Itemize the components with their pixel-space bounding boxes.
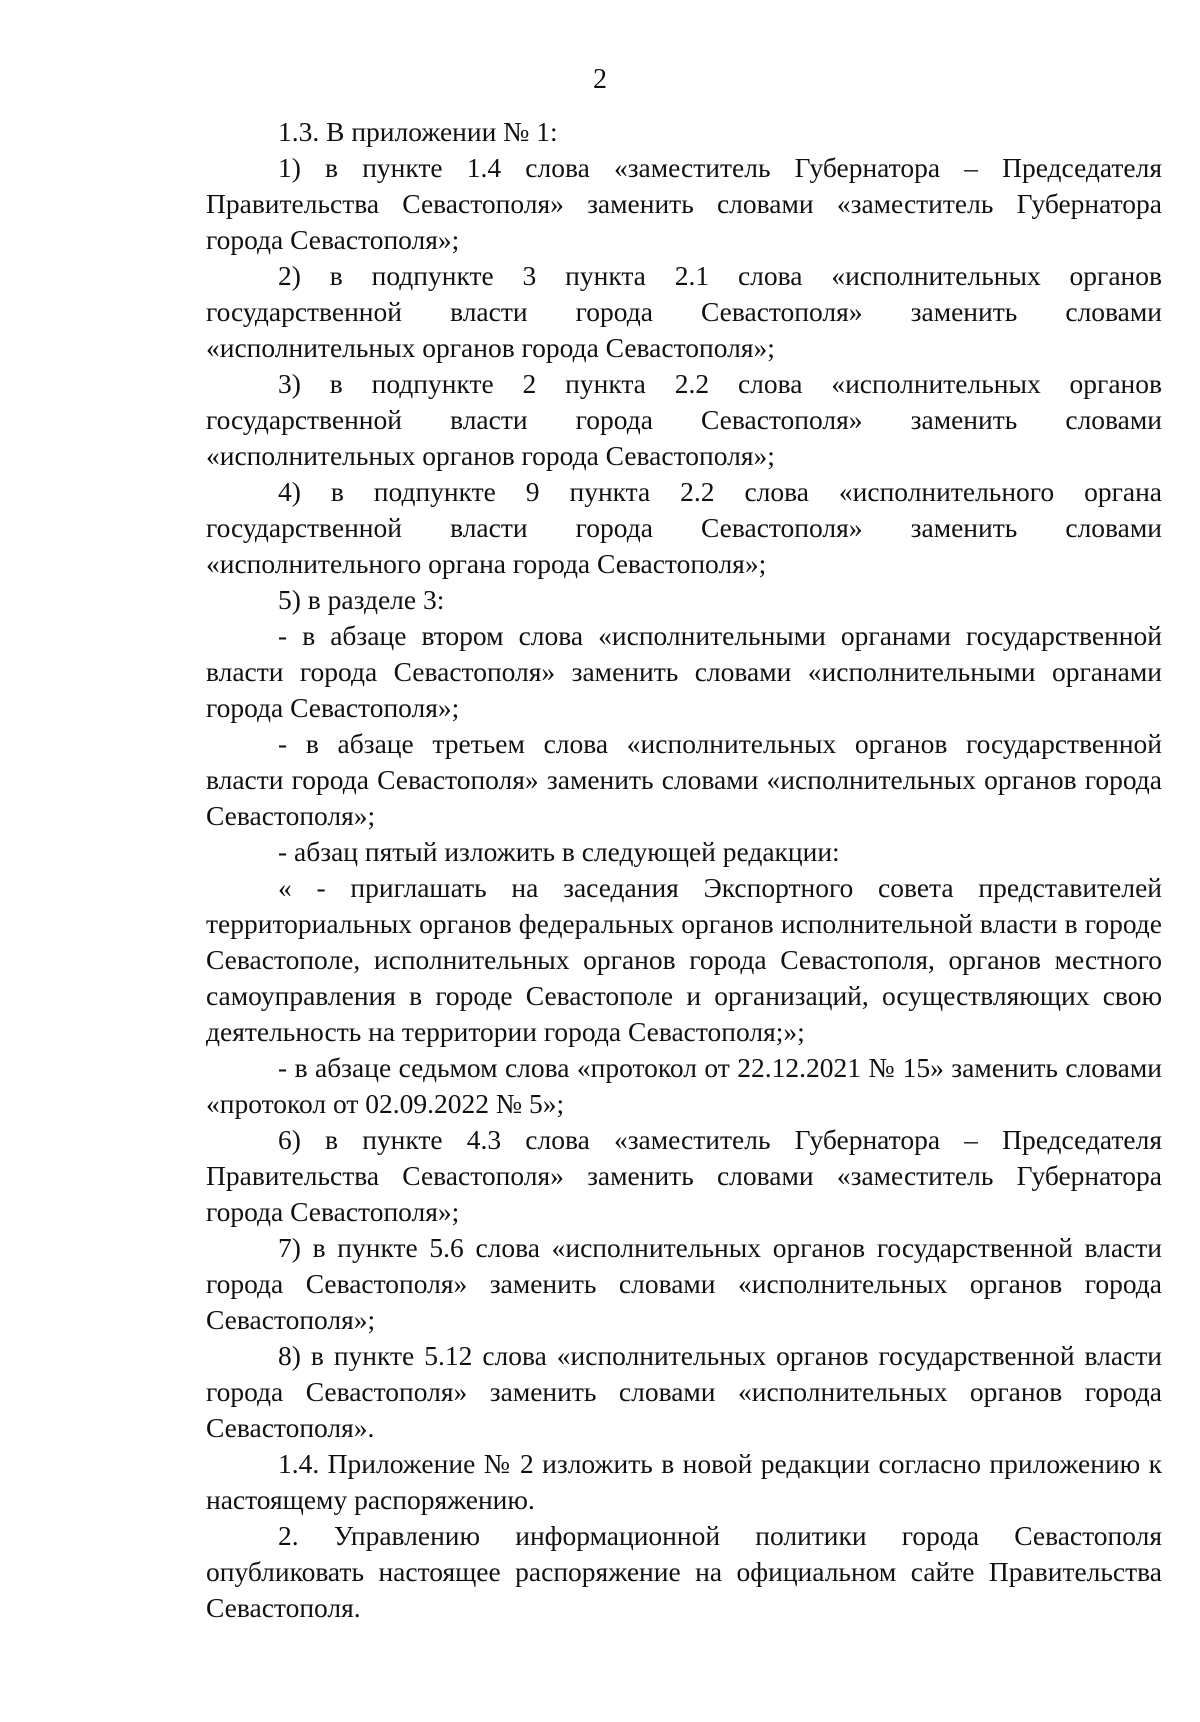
paragraph-item-2: 2) в подпункте 3 пункта 2.1 слова «исполнительных органов государственной власти города Севастополя» заменить словами «исполнительных органов города Севастополя»;: [206, 260, 1162, 363]
paragraph-1-3: 1.3. В приложении № 1:: [278, 116, 558, 147]
document-body: [206, 114, 1162, 1626]
paragraph-dash-third: - в абзаце третьем слова «исполнительных органов государственной власти города Севастополя» заменить словами «исполнительных органов города Севастополя»;: [206, 728, 1162, 831]
paragraph-item-4: 4) в подпункте 9 пункта 2.2 слова «исполнительного органа государственной власти города Севастополя» заменить словами «исполнительного органа города Севастополя»;: [206, 476, 1162, 579]
paragraph-dash-fifth: - абзац пятый изложить в следующей редакции:: [278, 836, 840, 867]
paragraph-quoted-invite: « - приглашать на заседания Экспортного совета представителей территориальных органов федеральных органов исполнительной власти в городе Севастополе, исполнительных органов города Севастополя, органов местного самоуправления в городе Севастополе и организаций, осуществляющих свою деятельность на территории города Севастополя;»;: [206, 872, 1162, 1047]
paragraph-item-8: 8) в пункте 5.12 слова «исполнительных органов государственной власти города Севастополя» заменить словами «исполнительных органов города Севастополя».: [206, 1340, 1162, 1443]
paragraph-item-3: 3) в подпункте 2 пункта 2.2 слова «исполнительных органов государственной власти города Севастополя» заменить словами «исполнительных органов города Севастополя»;: [206, 368, 1162, 471]
paragraph-1-4: 1.4. Приложение № 2 изложить в новой редакции согласно приложению к настоящему распоряжению.: [206, 1448, 1162, 1515]
paragraph-2: 2. Управлению информационной политики города Севастополя опубликовать настоящее распоряжение на официальном сайте Правительства Севастополя.: [206, 1520, 1162, 1623]
paragraph-item-5: 5) в разделе 3:: [278, 584, 445, 615]
paragraph-item-1: 1) в пункте 1.4 слова «заместитель Губернатора – Председателя Правительства Севастополя» заменить словами «заместитель Губернатора города Севастополя»;: [206, 152, 1162, 255]
paragraph-item-6: 6) в пункте 4.3 слова «заместитель Губернатора – Председателя Правительства Севастополя» заменить словами «заместитель Губернатора города Севастополя»;: [206, 1124, 1162, 1227]
paragraph-dash-seventh: - в абзаце седьмом слова «протокол от 22.12.2021 № 15» заменить словами «протокол от 02.09.2022 № 5»;: [206, 1052, 1162, 1119]
paragraph-item-7: 7) в пункте 5.6 слова «исполнительных органов государственной власти города Севастополя» заменить словами «исполнительных органов города Севастополя»;: [206, 1232, 1162, 1335]
page-number: 2: [593, 64, 607, 95]
paragraph-dash-second: - в абзаце втором слова «исполнительными органами государственной власти города Севастополя» заменить словами «исполнительными органами города Севастополя»;: [206, 620, 1162, 723]
